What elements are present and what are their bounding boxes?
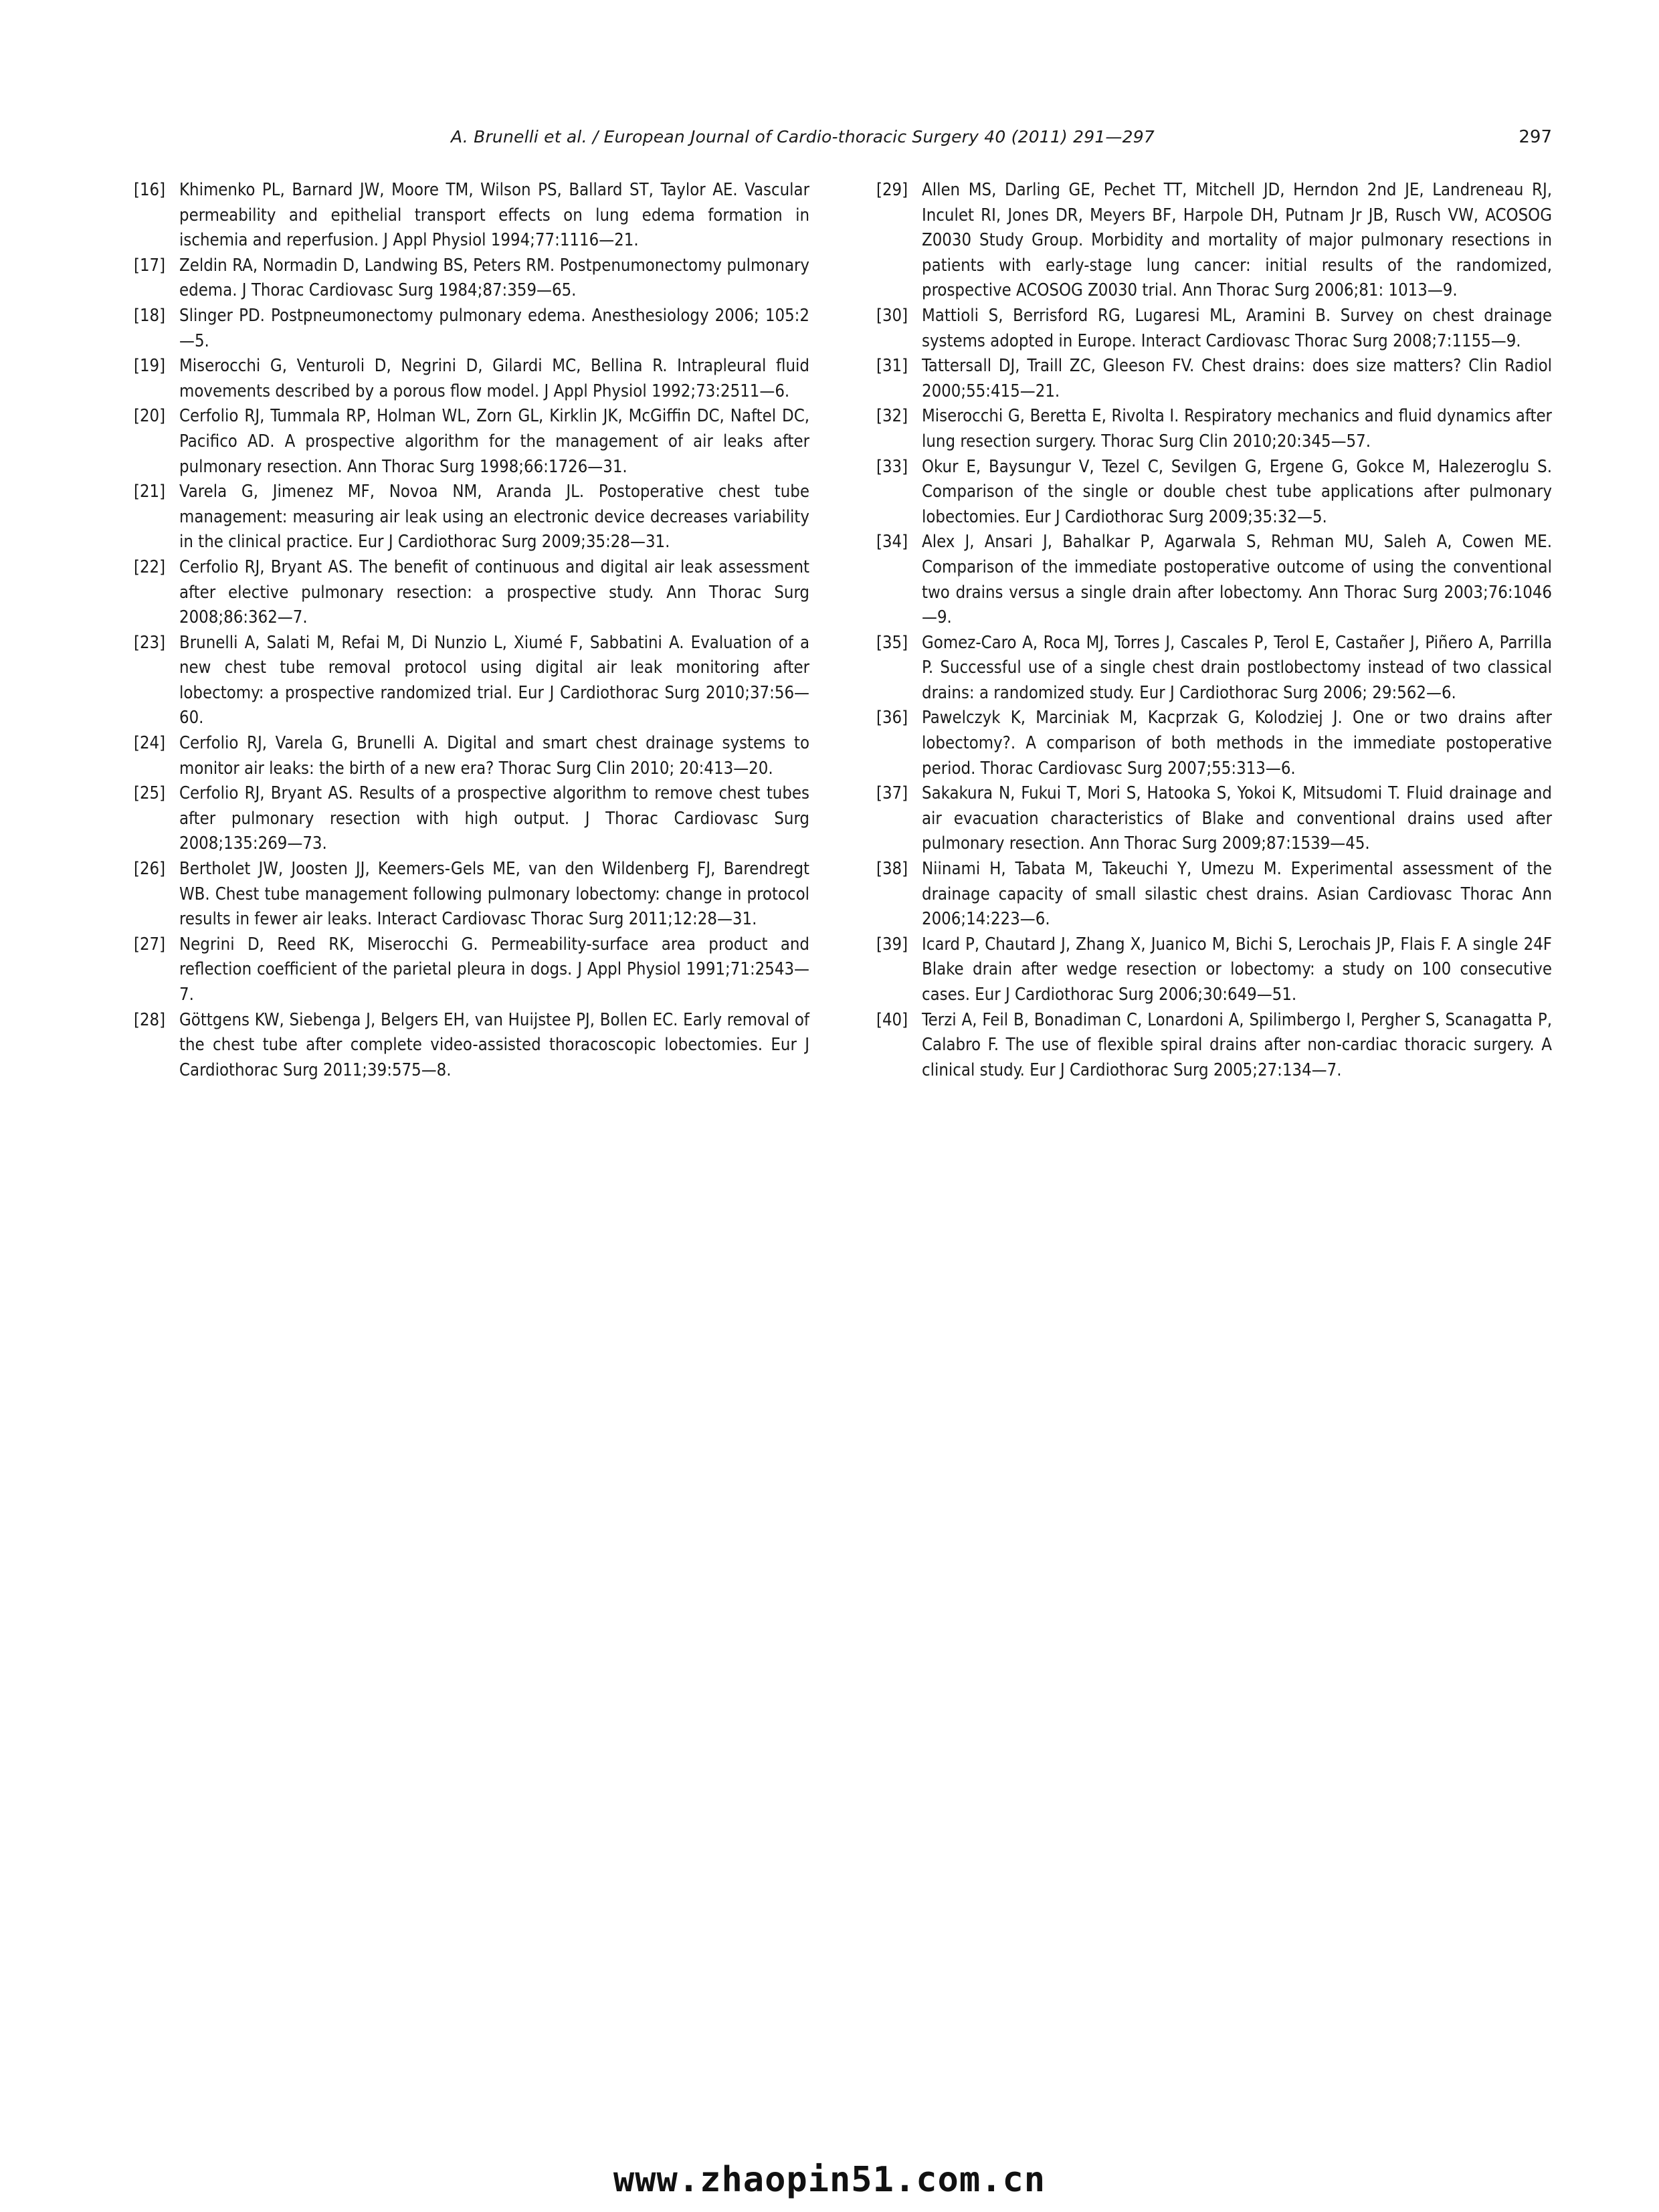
reference-text: Alex J, Ansari J, Bahalkar P, Agarwala S, Rehman MU, Saleh A, Cowen ME. Comparison of the immediate postoperative outcome of using the conventional two drains versus a single drain after lobectomy. Ann Thorac Surg 2003;76:1046—9. [922, 532, 1552, 628]
reference-item [134, 304, 809, 354]
reference-item [876, 455, 1552, 530]
reference-number: [21] [134, 482, 166, 502]
reference-number: [29] [876, 180, 908, 200]
references-left-column [134, 178, 809, 1083]
reference-text: Göttgens KW, Siebenga J, Belgers EH, van Huijstee PJ, Bollen EC. Early removal of the chest tube after complete video-assisted thoracoscopic lobectomies. Eur J Cardiothorac Surg 2011;39:575—8. [179, 1009, 809, 1080]
reference-number: [33] [876, 456, 908, 477]
reference-text: Allen MS, Darling GE, Pechet TT, Mitchell JD, Herndon 2nd JE, Landreneau RJ, Inculet RI, Jones DR, Meyers BF, Harpole DH, Putnam Jr JB, Rusch VW, ACOSOG Z0030 Study Group. Morbidity and mortality of major pulmonary resections in patients with early-stage lung cancer: initial results of the randomized, prospective ACOSOG Z0030 trial. Ann Thorac Surg 2006;81: 1013—9. [922, 180, 1552, 301]
references-right-column [876, 178, 1552, 1083]
reference-item [134, 1008, 809, 1084]
site-watermark: www.zhaopin51.com.cn [613, 2160, 1046, 2200]
reference-number: [18] [134, 305, 166, 326]
reference-item [134, 781, 809, 857]
reference-number: [34] [876, 532, 908, 552]
reference-number: [26] [134, 859, 166, 880]
reference-item [876, 631, 1552, 706]
reference-number: [23] [134, 632, 166, 653]
reference-text: Cerfolio RJ, Varela G, Brunelli A. Digital and smart chest drainage systems to monitor air leaks: the birth of a new era? Thorac Surg Clin 2010; 20:413—20. [179, 733, 809, 779]
reference-item [876, 354, 1552, 404]
reference-item [134, 731, 809, 781]
reference-number: [40] [876, 1009, 908, 1030]
reference-item [134, 178, 809, 254]
reference-text: Gomez-Caro A, Roca MJ, Torres J, Cascales P, Terol E, Castañer J, Piñero A, Parrilla P. Successful use of a single chest drain postlobectomy instead of two classical drains: a randomized study. Eur J Cardiothorac Surg 2006; 29:562—6. [922, 632, 1552, 703]
reference-item [876, 1008, 1552, 1084]
reference-item [876, 530, 1552, 630]
reference-item [876, 304, 1552, 354]
reference-text: Negrini D, Reed RK, Miserocchi G. Permeability-surface area product and reflection coefficient of the parietal pleura in dogs. J Appl Physiol 1991;71:2543—7. [179, 934, 809, 1005]
reference-number: [37] [876, 783, 908, 804]
reference-text: Mattioli S, Berrisford RG, Lugaresi ML, Aramini B. Survey on chest drainage systems adopted in Europe. Interact Cardiovasc Thorac Surg 2008;7:1155—9. [922, 305, 1552, 351]
reference-number: [24] [134, 733, 166, 754]
running-header [134, 122, 1552, 152]
reference-text: Bertholet JW, Joosten JJ, Keemers-Gels ME, van den Wildenberg FJ, Barendregt WB. Chest tube management following pulmonary lobectomy: change in protocol results in fewer air leaks. Interact Cardiovasc Thorac Surg 2011;12:28—31. [179, 859, 809, 930]
reference-text: Pawelczyk K, Marciniak M, Kacprzak G, Kolodziej J. One or two drains after lobectomy?. A comparison of both methods in the immediate postoperative period. Thorac Cardiovasc Surg 2007;55:313—6. [922, 708, 1552, 779]
reference-number: [19] [134, 356, 166, 377]
reference-item [876, 706, 1552, 781]
reference-number: [17] [134, 255, 166, 276]
reference-text: Tattersall DJ, Traill ZC, Gleeson FV. Chest drains: does size matters? Clin Radiol 2000;55:415—21. [922, 356, 1552, 401]
reference-item [134, 480, 809, 555]
reference-item [134, 555, 809, 631]
reference-text: Miserocchi G, Beretta E, Rivolta I. Respiratory mechanics and fluid dynamics after lung resection surgery. Thorac Surg Clin 2010;20:345—57. [922, 406, 1552, 451]
reference-number: [35] [876, 632, 908, 653]
reference-item [876, 857, 1552, 932]
reference-number: [22] [134, 557, 166, 577]
reference-item [876, 932, 1552, 1008]
reference-text: Niinami H, Tabata M, Takeuchi Y, Umezu M. Experimental assessment of the drainage capacity of small silastic chest drains. Asian Cardiovasc Thorac Ann 2006;14:223—6. [922, 859, 1552, 930]
reference-number: [25] [134, 783, 166, 804]
reference-item [876, 178, 1552, 304]
page-number: 297 [1519, 127, 1552, 147]
reference-text: Icard P, Chautard J, Zhang X, Juanico M, Bichi S, Lerochais JP, Flais F. A single 24F Blake drain after wedge resection or lobectomy: a study on 100 consecutive cases. Eur J Cardiothorac Surg 2006;30:649—51. [922, 934, 1552, 1005]
reference-text: Slinger PD. Postpneumonectomy pulmonary edema. Anesthesiology 2006; 105:2—5. [179, 305, 809, 351]
reference-item [134, 404, 809, 480]
reference-text: Terzi A, Feil B, Bonadiman C, Lonardoni A, Spilimbergo I, Pergher S, Scanagatta P, Calabro F. The use of flexible spiral drains after non-cardiac thoracic surgery. A clinical study. Eur J Cardiothorac Surg 2005;27:134—7. [922, 1009, 1552, 1080]
reference-text: Zeldin RA, Normadin D, Landwing BS, Peters RM. Postpenumonectomy pulmonary edema. J Thorac Cardiovasc Surg 1984;87:359—65. [179, 255, 809, 301]
reference-text: Cerfolio RJ, Tummala RP, Holman WL, Zorn GL, Kirklin JK, McGiffin DC, Naftel DC, Pacifico AD. A prospective algorithm for the management of air leaks after pulmonary resection. Ann Thorac Surg 1998;66:1726—31. [179, 406, 809, 477]
reference-text: Brunelli A, Salati M, Refai M, Di Nunzio L, Xiumé F, Sabbatini A. Evaluation of a new chest tube removal protocol using digital air leak monitoring after lobectomy: a prospective randomized trial. Eur J Cardiothorac Surg 2010;37:56—60. [179, 632, 809, 728]
reference-number: [30] [876, 305, 908, 326]
reference-number: [28] [134, 1009, 166, 1030]
reference-item [876, 404, 1552, 454]
reference-item [876, 781, 1552, 857]
reference-text: Sakakura N, Fukui T, Mori S, Hatooka S, Yokoi K, Mitsudomi T. Fluid drainage and air evacuation characteristics of Blake and conventional drains used after pulmonary resection. Ann Thorac Surg 2009;87:1539—45. [922, 783, 1552, 854]
reference-text: Cerfolio RJ, Bryant AS. Results of a prospective algorithm to remove chest tubes after pulmonary resection with high output. J Thorac Cardiovasc Surg 2008;135:269—73. [179, 783, 809, 854]
reference-text: Cerfolio RJ, Bryant AS. The benefit of continuous and digital air leak assessment after elective pulmonary resection: a prospective study. Ann Thorac Surg 2008;86:362—7. [179, 557, 809, 628]
reference-text: Khimenko PL, Barnard JW, Moore TM, Wilson PS, Ballard ST, Taylor AE. Vascular permeability and epithelial transport effects on lung edema formation in ischemia and reperfusion. J Appl Physiol 1994;77:1116—21. [179, 180, 809, 251]
reference-item [134, 631, 809, 731]
reference-text: Miserocchi G, Venturoli D, Negrini D, Gilardi MC, Bellina R. Intrapleural fluid movements described by a porous flow model. J Appl Physiol 1992;73:2511—6. [179, 356, 809, 401]
reference-number: [38] [876, 859, 908, 880]
reference-number: [16] [134, 180, 166, 200]
reference-item [134, 254, 809, 304]
reference-item [134, 857, 809, 932]
reference-number: [36] [876, 708, 908, 728]
reference-item [134, 354, 809, 404]
reference-text: Okur E, Baysungur V, Tezel C, Sevilgen G, Ergene G, Gokce M, Halezeroglu S. Comparison of the single or double chest tube applications after pulmonary lobectomies. Eur J Cardiothorac Surg 2009;35:32—5. [922, 456, 1552, 527]
running-title: A. Brunelli et al. / European Journal of Cardio-thoracic Surgery 40 (2011) 291—297 [451, 127, 1155, 146]
reference-number: [27] [134, 934, 166, 954]
reference-number: [20] [134, 406, 166, 427]
reference-text: Varela G, Jimenez MF, Novoa NM, Aranda JL. Postoperative chest tube management: measuring air leak using an electronic device decreases variability in the clinical practice. Eur J Cardiothorac Surg 2009;35:28—31. [179, 482, 809, 552]
reference-item [134, 932, 809, 1008]
reference-number: [39] [876, 934, 908, 954]
reference-number: [31] [876, 356, 908, 377]
reference-number: [32] [876, 406, 908, 427]
